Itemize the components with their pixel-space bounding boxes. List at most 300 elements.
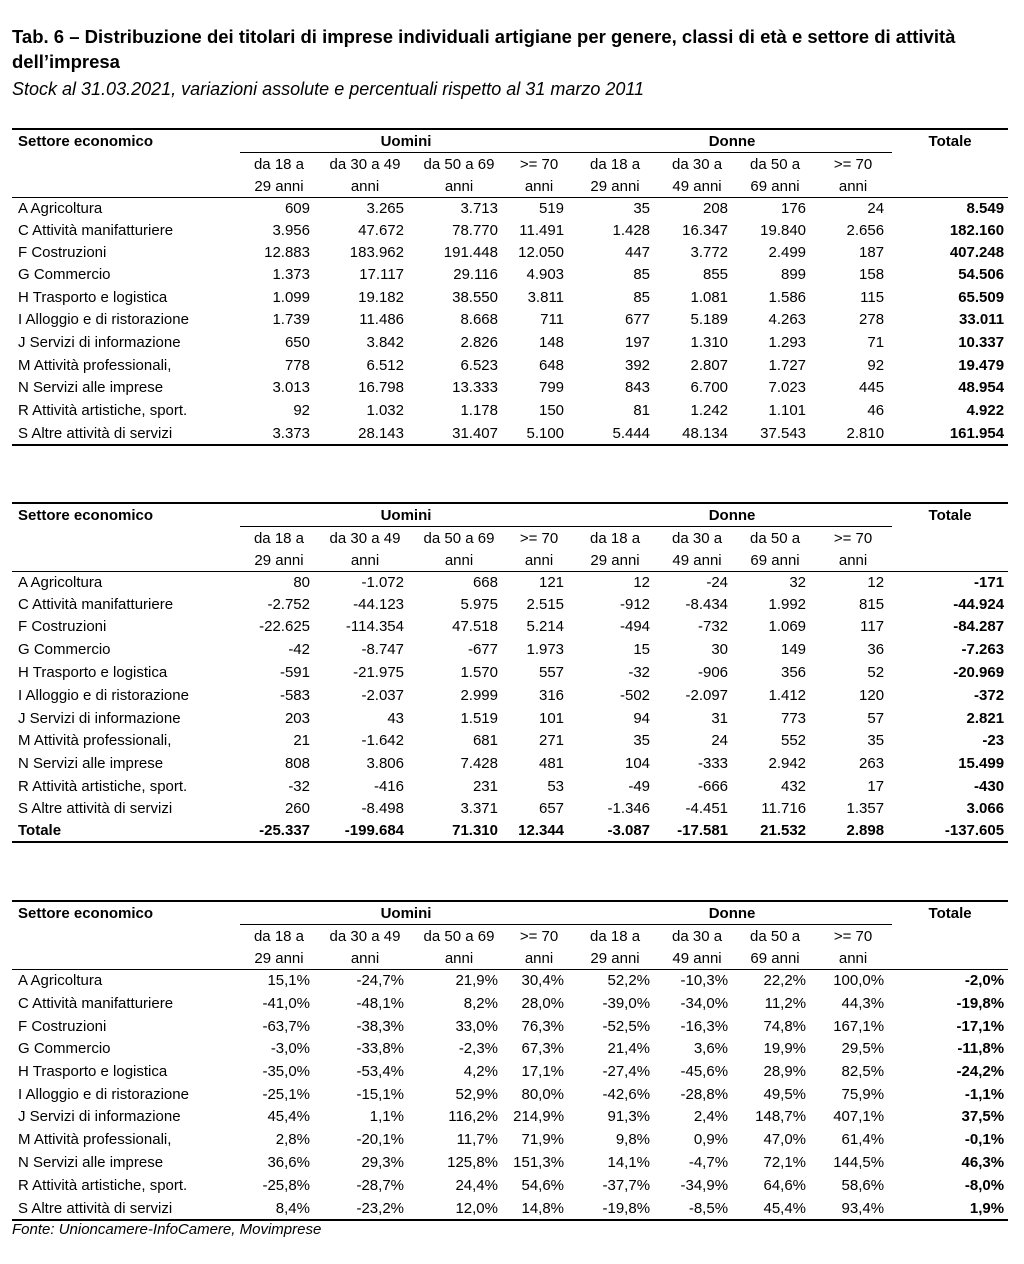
- value-cell: 855: [703, 266, 729, 283]
- age-class-header: 49 anni: [658, 175, 736, 198]
- table-row: [12, 399, 1008, 423]
- age-class-header: da 50 a 69: [412, 153, 506, 176]
- sector-label: G Commercio: [18, 641, 111, 658]
- value-cell: 2.810: [814, 423, 892, 445]
- value-cell: 1.032: [366, 402, 404, 419]
- value-cell: -25,1%: [262, 1086, 310, 1103]
- table-row: [12, 970, 1008, 992]
- value-cell: -63,7%: [262, 1018, 310, 1035]
- value-cell: 808: [284, 755, 310, 772]
- value-cell: 231: [472, 778, 498, 795]
- age-class-header: da 50 a: [736, 925, 814, 948]
- value-cell: 44,3%: [841, 995, 885, 1012]
- value-cell: 2.515: [526, 596, 565, 613]
- value-cell: 176: [781, 200, 807, 218]
- women-group-header: Donne: [572, 901, 892, 925]
- value-cell: 80: [293, 574, 310, 592]
- value-cell: -22.625: [259, 618, 310, 635]
- value-cell: 24: [867, 200, 885, 218]
- value-cell: -33,8%: [356, 1040, 404, 1057]
- value-cell: 92: [293, 402, 310, 419]
- value-cell: 76,3%: [521, 1018, 565, 1035]
- age-class-header: 49 anni: [658, 947, 736, 970]
- row-total-cell: 46,3%: [961, 1154, 1005, 1171]
- table-row: [12, 309, 1008, 331]
- value-cell: 0,9%: [693, 1131, 729, 1148]
- age-class-header: da 50 a 69: [412, 527, 506, 550]
- value-cell: 150: [539, 402, 565, 419]
- value-cell: 148,7%: [755, 1108, 807, 1125]
- age-class-header: anni: [318, 947, 412, 970]
- value-cell: 2.826: [460, 334, 498, 351]
- table-row: [12, 1198, 1008, 1220]
- value-cell: -8.498: [361, 800, 404, 817]
- table-stock-2021: [12, 128, 1008, 446]
- row-total-cell: -8,0%: [964, 1177, 1005, 1194]
- value-cell: -591: [279, 664, 310, 681]
- sector-label: S Altre attività di servizi: [18, 800, 173, 817]
- row-total-cell: -1,1%: [964, 1086, 1005, 1103]
- value-cell: 1.101: [768, 402, 807, 419]
- value-cell: 33,0%: [455, 1018, 498, 1035]
- value-cell: 203: [284, 710, 310, 727]
- age-class-header: >= 70: [814, 153, 892, 176]
- sector-label: H Trasporto e logistica: [18, 1063, 168, 1080]
- value-cell: -45,6%: [680, 1063, 729, 1080]
- sector-label: S Altre attività di servizi: [12, 1198, 240, 1220]
- value-cell: -34,0%: [680, 995, 729, 1012]
- value-cell: 183.962: [349, 244, 404, 261]
- value-cell: -49: [628, 778, 651, 795]
- value-cell: 278: [859, 311, 885, 328]
- value-cell: 12: [633, 574, 651, 592]
- sector-label: I Alloggio e di ristorazione: [18, 687, 189, 704]
- table-row: [12, 1060, 1008, 1084]
- age-class-header: da 30 a 49: [318, 527, 412, 550]
- value-cell: 52,9%: [455, 1086, 498, 1103]
- age-header-row: [12, 549, 1008, 572]
- header-row: [12, 901, 1008, 925]
- value-cell: 3.811: [527, 288, 565, 306]
- table-row: [12, 684, 1008, 708]
- value-cell: 21,4%: [607, 1040, 651, 1057]
- value-cell: 2.656: [846, 222, 885, 239]
- value-cell: 53: [547, 778, 565, 795]
- value-cell: 167,1%: [833, 1018, 885, 1035]
- table-row: [12, 331, 1008, 355]
- total-header: Totale: [892, 503, 1008, 527]
- value-cell: 1.570: [460, 664, 498, 681]
- value-cell: 7.023: [768, 379, 807, 396]
- value-cell: 30,4%: [521, 972, 565, 990]
- age-class-header: anni: [506, 947, 572, 970]
- value-cell: -35,0%: [262, 1063, 310, 1080]
- value-cell: 773: [781, 710, 807, 727]
- table-row: [12, 198, 1008, 220]
- age-class-header: anni: [412, 549, 506, 572]
- value-cell: 57: [867, 710, 885, 727]
- value-cell: 3.956: [272, 222, 310, 239]
- sector-label: C Attività manifatturiere: [18, 596, 174, 613]
- total-value-cell: -25.337: [240, 820, 318, 842]
- sector-label: M Attività professionali,: [18, 1131, 172, 1148]
- value-cell: 21,9%: [455, 972, 498, 990]
- value-cell: 4.903: [526, 266, 565, 283]
- value-cell: 19,9%: [763, 1040, 807, 1057]
- row-total-cell: -44.924: [953, 596, 1005, 613]
- value-cell: 67,3%: [521, 1040, 565, 1057]
- value-cell: 3.713: [460, 200, 498, 218]
- value-cell: -2.752: [267, 596, 310, 613]
- sector-label: N Servizi alle imprese: [18, 755, 164, 772]
- age-class-header: >= 70: [814, 925, 892, 948]
- value-cell: -24,7%: [356, 972, 404, 990]
- value-cell: 609: [284, 200, 310, 218]
- value-cell: -583: [279, 687, 310, 704]
- value-cell: 1.242: [690, 402, 729, 419]
- value-cell: 16.347: [682, 222, 729, 239]
- value-cell: 899: [781, 266, 807, 283]
- sector-label: C Attività manifatturiere: [18, 995, 174, 1012]
- value-cell: 197: [625, 334, 651, 351]
- row-total-cell: -372: [974, 687, 1005, 704]
- value-cell: 28,9%: [763, 1063, 807, 1080]
- total-value-cell: 2.898: [814, 820, 892, 842]
- age-class-header: da 30 a: [658, 153, 736, 176]
- value-cell: 15: [633, 641, 651, 658]
- table-row: [12, 776, 1008, 798]
- row-total-cell: -20.969: [953, 664, 1005, 681]
- blank-cell: [892, 549, 1008, 572]
- row-total-cell: 3.066: [966, 800, 1005, 817]
- value-cell: 58,6%: [841, 1177, 885, 1194]
- value-cell: 815: [859, 596, 885, 613]
- value-cell: 1.293: [768, 334, 807, 351]
- value-cell: 46: [867, 402, 885, 419]
- table-row: [12, 220, 1008, 242]
- value-cell: 144,5%: [833, 1154, 885, 1171]
- value-cell: 11.486: [359, 311, 404, 328]
- row-total-cell: -19,8%: [956, 995, 1005, 1012]
- value-cell: 208: [703, 200, 729, 218]
- value-cell: -20,1%: [356, 1131, 404, 1148]
- value-cell: 82,5%: [841, 1063, 885, 1080]
- value-cell: 1.992: [768, 596, 807, 613]
- row-total-cell: -17,1%: [956, 1018, 1005, 1035]
- source-note: Fonte: Unioncamere-InfoCamere, Movimprese: [12, 1221, 322, 1238]
- value-cell: 29,3%: [361, 1154, 404, 1171]
- value-cell: 116,2%: [448, 1108, 498, 1125]
- age-class-header: 29 anni: [240, 947, 318, 970]
- value-cell: 29,5%: [841, 1040, 885, 1057]
- row-total-cell: 407.248: [949, 244, 1005, 261]
- value-cell: 1.739: [272, 311, 310, 328]
- sector-label: R Attività artistiche, sport.: [18, 778, 188, 795]
- sector-label: A Agricoltura: [18, 972, 103, 990]
- value-cell: 117: [860, 618, 885, 635]
- value-cell: 17,1%: [521, 1063, 565, 1080]
- value-cell: 1.373: [272, 266, 310, 283]
- value-cell: 19.840: [760, 222, 807, 239]
- value-cell: 3.373: [240, 423, 318, 445]
- value-cell: 54,6%: [521, 1177, 565, 1194]
- age-class-header: anni: [318, 549, 412, 572]
- blank-cell: [892, 527, 1008, 550]
- sector-label: A Agricoltura: [18, 574, 103, 592]
- value-cell: 557: [539, 664, 565, 681]
- value-cell: -44.123: [353, 596, 404, 613]
- value-cell: -333: [698, 755, 729, 772]
- value-cell: 1.973: [526, 641, 565, 658]
- total-value-cell: 12.344: [506, 820, 572, 842]
- value-cell: 35: [867, 732, 885, 749]
- value-cell: 104: [625, 755, 651, 772]
- blank-cell: [12, 549, 240, 572]
- value-cell: 3,6%: [693, 1040, 729, 1057]
- value-cell: -8,5%: [658, 1198, 736, 1220]
- age-class-header: anni: [814, 175, 892, 198]
- value-cell: 778: [284, 357, 310, 374]
- value-cell: 64,6%: [763, 1177, 807, 1194]
- value-cell: -906: [698, 664, 729, 681]
- value-cell: 16.798: [358, 379, 404, 396]
- value-cell: 78.770: [452, 222, 498, 239]
- age-class-header: >= 70: [506, 925, 572, 948]
- value-cell: 711: [540, 311, 565, 328]
- value-cell: -32: [288, 778, 310, 795]
- value-cell: -16,3%: [680, 1018, 729, 1035]
- value-cell: 6.523: [460, 357, 498, 374]
- total-header: Totale: [892, 901, 1008, 925]
- value-cell: 49,5%: [763, 1086, 807, 1103]
- table-row: [12, 264, 1008, 286]
- sector-label: I Alloggio e di ristorazione: [18, 1086, 189, 1103]
- value-cell: 37.543: [736, 423, 814, 445]
- blank-cell: [12, 153, 240, 176]
- value-cell: 72,1%: [763, 1154, 807, 1171]
- value-cell: 12,0%: [412, 1198, 506, 1220]
- row-total-cell: 1,9%: [892, 1198, 1008, 1220]
- value-cell: -4.451: [685, 800, 729, 817]
- age-class-header: anni: [318, 175, 412, 198]
- value-cell: 407,1%: [833, 1108, 885, 1125]
- age-class-header: da 50 a: [736, 153, 814, 176]
- value-cell: 13.333: [452, 379, 498, 396]
- row-total-cell: -171: [974, 574, 1005, 592]
- value-cell: 843: [625, 379, 651, 396]
- value-cell: -39,0%: [602, 995, 651, 1012]
- value-cell: 4.263: [768, 311, 807, 328]
- table-row: [12, 594, 1008, 616]
- value-cell: 22,2%: [763, 972, 807, 990]
- row-total-cell: 48.954: [958, 379, 1005, 396]
- sector-label: S Altre attività di servizi: [12, 423, 240, 445]
- value-cell: 121: [539, 574, 565, 592]
- value-cell: -666: [698, 778, 729, 795]
- age-class-header: 29 anni: [572, 175, 658, 198]
- sector-label: G Commercio: [18, 1040, 111, 1057]
- header-row: [12, 503, 1008, 527]
- value-cell: 650: [284, 334, 310, 351]
- age-class-header: da 30 a: [658, 925, 736, 948]
- age-header-row: [12, 925, 1008, 948]
- table-pct-variation: [12, 900, 1008, 1221]
- women-group-header: Donne: [572, 129, 892, 153]
- value-cell: -4,7%: [688, 1154, 729, 1171]
- value-cell: 35: [633, 732, 651, 749]
- table-row: [12, 355, 1008, 377]
- table-row: [12, 616, 1008, 638]
- value-cell: 151,3%: [513, 1154, 565, 1171]
- table-row: [12, 1016, 1008, 1038]
- value-cell: 681: [472, 732, 498, 749]
- value-cell: -37,7%: [602, 1177, 651, 1194]
- value-cell: 12: [867, 574, 885, 592]
- value-cell: -8.747: [361, 641, 404, 658]
- value-cell: -27,4%: [602, 1063, 651, 1080]
- value-cell: -53,4%: [356, 1063, 404, 1080]
- table-row: [12, 1174, 1008, 1198]
- value-cell: 29.116: [453, 266, 498, 283]
- table-abs-variation: [12, 502, 1008, 843]
- value-cell: 9,8%: [615, 1131, 651, 1148]
- value-cell: 11,7%: [456, 1131, 498, 1148]
- value-cell: 4,2%: [463, 1063, 498, 1080]
- value-cell: 447: [625, 244, 651, 261]
- value-cell: 1.069: [768, 618, 807, 635]
- value-cell: 11.716: [761, 800, 807, 817]
- value-cell: 3.265: [366, 200, 404, 218]
- page-title: Tab. 6 – Distribuzione dei titolari di imprese individuali artigiane per genere, classi di età e settore di attività dell’impresa: [12, 26, 956, 72]
- value-cell: -21.975: [353, 664, 404, 681]
- men-group-header: Uomini: [240, 129, 572, 153]
- value-cell: -494: [620, 618, 651, 635]
- sector-label: N Servizi alle imprese: [18, 1154, 164, 1171]
- table-row: [12, 992, 1008, 1016]
- value-cell: 5.189: [690, 311, 729, 328]
- age-class-header: da 30 a 49: [318, 153, 412, 176]
- value-cell: 1.412: [768, 687, 807, 704]
- row-total-cell: 15.499: [958, 755, 1005, 772]
- total-header: Totale: [892, 129, 1008, 153]
- value-cell: 85: [633, 266, 651, 283]
- row-total-cell: 4.922: [966, 402, 1005, 419]
- value-cell: 799: [539, 379, 565, 396]
- value-cell: -8.434: [685, 596, 729, 613]
- age-class-header: 29 anni: [572, 549, 658, 572]
- total-row-label: Totale: [12, 820, 240, 842]
- value-cell: 5.975: [460, 596, 498, 613]
- value-cell: 519: [539, 200, 565, 218]
- value-cell: -42: [288, 641, 310, 658]
- value-cell: 158: [859, 266, 885, 283]
- age-class-header: 29 anni: [572, 947, 658, 970]
- blank-cell: [892, 925, 1008, 948]
- sector-label: C Attività manifatturiere: [18, 222, 174, 239]
- age-class-header: da 18 a: [240, 153, 318, 176]
- value-cell: 47.672: [358, 222, 404, 239]
- value-cell: 2,8%: [275, 1131, 310, 1148]
- value-cell: 8.668: [460, 311, 498, 328]
- value-cell: 677: [625, 311, 651, 328]
- value-cell: -48,1%: [356, 995, 404, 1012]
- value-cell: -19,8%: [572, 1198, 658, 1220]
- sector-label: F Costruzioni: [18, 244, 107, 261]
- sector-label: M Attività professionali,: [18, 357, 172, 374]
- value-cell: 21: [293, 732, 310, 749]
- value-cell: -732: [698, 618, 729, 635]
- age-header-row: [12, 527, 1008, 550]
- age-header-row: [12, 175, 1008, 198]
- value-cell: 92: [867, 357, 885, 374]
- value-cell: 15,1%: [267, 972, 310, 990]
- value-cell: 271: [539, 732, 565, 749]
- row-total-cell: -24,2%: [956, 1063, 1005, 1080]
- value-cell: 191.448: [443, 244, 498, 261]
- value-cell: -15,1%: [356, 1086, 404, 1103]
- sector-label: F Costruzioni: [18, 618, 107, 635]
- value-cell: 93,4%: [814, 1198, 892, 1220]
- value-cell: 52,2%: [607, 972, 651, 990]
- value-cell: 47.518: [452, 618, 498, 635]
- row-total-cell: -11,8%: [957, 1040, 1005, 1057]
- value-cell: -24: [706, 574, 729, 592]
- value-cell: -1.642: [361, 732, 404, 749]
- blank-cell: [12, 925, 240, 948]
- age-class-header: 69 anni: [736, 947, 814, 970]
- age-header-row: [12, 153, 1008, 176]
- value-cell: -2.097: [685, 687, 729, 704]
- age-class-header: >= 70: [506, 153, 572, 176]
- sector-label: H Trasporto e logistica: [18, 664, 168, 681]
- age-class-header: da 30 a: [658, 527, 736, 550]
- value-cell: 85: [633, 288, 651, 306]
- value-cell: -23,2%: [318, 1198, 412, 1220]
- table-row: [12, 377, 1008, 399]
- value-cell: -32: [628, 664, 651, 681]
- age-class-header: da 50 a: [736, 527, 814, 550]
- value-cell: -677: [467, 641, 498, 658]
- sector-label: R Attività artistiche, sport.: [18, 1177, 188, 1194]
- value-cell: -52,5%: [602, 1018, 651, 1035]
- sector-label: G Commercio: [18, 266, 111, 283]
- grand-total-cell: -137.605: [892, 820, 1008, 842]
- row-total-cell: 33.011: [959, 311, 1005, 328]
- value-cell: 1.081: [690, 288, 729, 306]
- value-cell: 47,0%: [763, 1131, 807, 1148]
- value-cell: 30: [711, 641, 729, 658]
- value-cell: 356: [781, 664, 807, 681]
- age-class-header: 69 anni: [736, 175, 814, 198]
- value-cell: 8,2%: [463, 995, 498, 1012]
- value-cell: 552: [781, 732, 807, 749]
- page-subtitle: Stock al 31.03.2021, variazioni assolute e percentuali rispetto al 31 marzo 2011: [12, 79, 645, 99]
- table-row: [12, 1038, 1008, 1060]
- value-cell: -41,0%: [262, 995, 310, 1012]
- value-cell: 1.727: [768, 357, 807, 374]
- age-header-row: [12, 947, 1008, 970]
- value-cell: 648: [539, 357, 565, 374]
- value-cell: 24,4%: [455, 1177, 498, 1194]
- value-cell: -28,7%: [356, 1177, 404, 1194]
- value-cell: 1.178: [460, 402, 498, 419]
- value-cell: 31: [711, 710, 729, 727]
- value-cell: 61,4%: [841, 1131, 885, 1148]
- value-cell: 6.700: [690, 379, 729, 396]
- table-row: [12, 1084, 1008, 1106]
- value-cell: 12.050: [518, 244, 565, 261]
- row-total-cell: 182.160: [949, 222, 1005, 239]
